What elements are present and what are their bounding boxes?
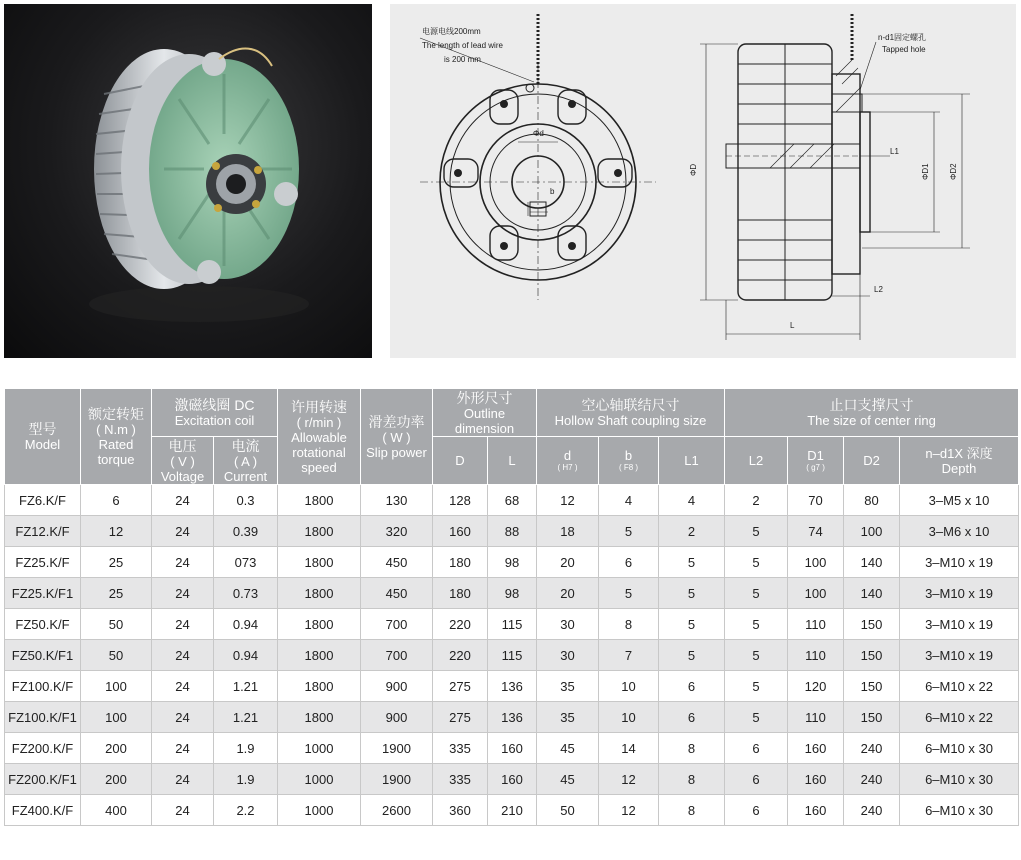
table-cell: 88 — [488, 516, 537, 547]
table-cell: 6–M10 x 22 — [900, 702, 1019, 733]
lead-wire-label-en-2: is 200 mm — [444, 55, 481, 64]
table-cell: 5 — [725, 547, 788, 578]
table-cell: FZ100.K/F1 — [5, 702, 81, 733]
table-cell: 335 — [433, 764, 488, 795]
table-cell: 6 — [659, 671, 725, 702]
table-cell: 8 — [659, 733, 725, 764]
table-cell: 24 — [152, 640, 214, 671]
table-cell: 1800 — [278, 485, 361, 516]
table-cell: 20 — [537, 547, 599, 578]
header-d: d ( H7 ) — [537, 437, 599, 485]
table-cell: 110 — [788, 609, 844, 640]
table-row — [5, 640, 1019, 671]
table-cell: 6–M10 x 30 — [900, 733, 1019, 764]
table-cell: 24 — [152, 764, 214, 795]
table-cell: 5 — [659, 578, 725, 609]
table-cell: FZ100.K/F — [5, 671, 81, 702]
table-cell: 5 — [599, 578, 659, 609]
table-cell: FZ200.K/F — [5, 733, 81, 764]
table-cell: 240 — [844, 795, 900, 826]
table-cell: 450 — [361, 547, 433, 578]
table-cell: 128 — [433, 485, 488, 516]
table-cell: 6 — [659, 702, 725, 733]
header-voltage: 电压 ( V ) Voltage — [152, 437, 214, 485]
table-cell: 24 — [152, 733, 214, 764]
table-cell: 150 — [844, 702, 900, 733]
table-cell: 0.3 — [214, 485, 278, 516]
dim-D1-label: ΦD1 — [921, 163, 930, 180]
table-cell: 4 — [599, 485, 659, 516]
table-cell: 5 — [725, 640, 788, 671]
table-cell: 160 — [488, 733, 537, 764]
table-cell: 130 — [361, 485, 433, 516]
table-cell: 8 — [599, 609, 659, 640]
table-cell: 25 — [81, 578, 152, 609]
table-cell: 335 — [433, 733, 488, 764]
table-cell: 115 — [488, 640, 537, 671]
header-torque: 额定转矩 ( N.m ) Rated torque — [81, 389, 152, 485]
table-cell: 3–M10 x 19 — [900, 640, 1019, 671]
table-cell: 200 — [81, 764, 152, 795]
table-cell: 2.2 — [214, 795, 278, 826]
header-D1: D1 ( g7 ) — [788, 437, 844, 485]
lead-wire-label-en-1: The length of lead wire — [422, 41, 503, 50]
table-cell: 5 — [599, 516, 659, 547]
header-depth: n–d1X 深度 Depth — [900, 437, 1019, 485]
table-cell: 1800 — [278, 702, 361, 733]
table-cell: 30 — [537, 609, 599, 640]
table-cell: 24 — [152, 485, 214, 516]
table-cell: 100 — [81, 702, 152, 733]
table-cell: 70 — [788, 485, 844, 516]
table-cell: 24 — [152, 516, 214, 547]
table-cell: 5 — [659, 547, 725, 578]
spec-table — [4, 388, 1019, 826]
table-cell: 160 — [433, 516, 488, 547]
table-cell: 20 — [537, 578, 599, 609]
table-cell: 220 — [433, 609, 488, 640]
table-cell: 6 — [725, 764, 788, 795]
table-cell: 160 — [488, 764, 537, 795]
table-row — [5, 764, 1019, 795]
header-excitation-coil: 激磁线圈 DC Excitation coil — [152, 389, 278, 437]
spec-table-body — [5, 485, 1019, 826]
table-cell: 12 — [599, 764, 659, 795]
dim-d-label: Φd — [533, 129, 544, 138]
table-cell: 24 — [152, 578, 214, 609]
tapped-hole-label-zh: n-d1固定螺孔 — [878, 33, 927, 42]
table-cell: 700 — [361, 609, 433, 640]
table-row — [5, 485, 1019, 516]
technical-drawing — [390, 4, 1016, 358]
table-cell: 320 — [361, 516, 433, 547]
table-cell: 1900 — [361, 764, 433, 795]
table-cell: 8 — [659, 764, 725, 795]
table-cell: FZ50.K/F — [5, 609, 81, 640]
table-cell: 45 — [537, 764, 599, 795]
table-cell: 1.9 — [214, 733, 278, 764]
side-view — [726, 14, 870, 300]
table-cell: 1800 — [278, 609, 361, 640]
table-cell: 25 — [81, 547, 152, 578]
table-cell: 136 — [488, 671, 537, 702]
table-cell: 98 — [488, 578, 537, 609]
table-row — [5, 578, 1019, 609]
header-speed: 许用转速 ( r/min ) Allowable rotational speed — [278, 389, 361, 485]
product-photo — [4, 4, 372, 358]
header-L1: L1 — [659, 437, 725, 485]
table-cell: 140 — [844, 547, 900, 578]
table-cell: 24 — [152, 609, 214, 640]
table-cell: 200 — [81, 733, 152, 764]
table-cell: 6 — [725, 733, 788, 764]
table-cell: 180 — [433, 547, 488, 578]
table-cell: 100 — [788, 578, 844, 609]
header-D: D — [433, 437, 488, 485]
table-cell: 160 — [788, 764, 844, 795]
table-cell: 210 — [488, 795, 537, 826]
table-cell: 50 — [81, 609, 152, 640]
table-cell: 3–M6 x 10 — [900, 516, 1019, 547]
table-cell: 0.39 — [214, 516, 278, 547]
table-cell: 68 — [488, 485, 537, 516]
table-cell: 45 — [537, 733, 599, 764]
dim-L-label: L — [790, 321, 795, 330]
header-D2: D2 — [844, 437, 900, 485]
table-cell: 275 — [433, 702, 488, 733]
table-cell: 35 — [537, 671, 599, 702]
table-cell: 100 — [844, 516, 900, 547]
table-cell: 3–M10 x 19 — [900, 578, 1019, 609]
table-cell: 1800 — [278, 578, 361, 609]
table-cell: 450 — [361, 578, 433, 609]
table-cell: 150 — [844, 609, 900, 640]
table-cell: 180 — [433, 578, 488, 609]
table-cell: 12 — [599, 795, 659, 826]
table-cell: 5 — [725, 578, 788, 609]
table-cell: 4 — [659, 485, 725, 516]
table-cell: 6–M10 x 30 — [900, 764, 1019, 795]
table-cell: 1000 — [278, 764, 361, 795]
table-cell: 160 — [788, 795, 844, 826]
table-cell: 30 — [537, 640, 599, 671]
table-cell: 35 — [537, 702, 599, 733]
table-cell: 5 — [725, 702, 788, 733]
table-cell: 3–M10 x 19 — [900, 547, 1019, 578]
table-cell: FZ25.K/F — [5, 547, 81, 578]
table-cell: 6–M10 x 22 — [900, 671, 1019, 702]
table-cell: 115 — [488, 609, 537, 640]
table-cell: 0.73 — [214, 578, 278, 609]
table-cell: 12 — [537, 485, 599, 516]
dim-b-label: b — [550, 187, 555, 196]
table-row — [5, 795, 1019, 826]
table-cell: 10 — [599, 671, 659, 702]
dim-D-label: ΦD — [689, 163, 698, 176]
table-cell: 24 — [152, 671, 214, 702]
table-cell: 120 — [788, 671, 844, 702]
table-cell: 150 — [844, 671, 900, 702]
table-cell: 50 — [537, 795, 599, 826]
table-cell: 220 — [433, 640, 488, 671]
table-cell: 360 — [433, 795, 488, 826]
table-cell: 3–M5 x 10 — [900, 485, 1019, 516]
table-cell: 700 — [361, 640, 433, 671]
header-outline: 外形尺寸 Outline dimension — [433, 389, 537, 437]
table-cell: 5 — [725, 671, 788, 702]
table-cell: 2 — [725, 485, 788, 516]
table-row — [5, 516, 1019, 547]
table-cell: 98 — [488, 547, 537, 578]
table-cell: 8 — [659, 795, 725, 826]
table-cell: 240 — [844, 733, 900, 764]
table-cell: 1.21 — [214, 702, 278, 733]
table-cell: 14 — [599, 733, 659, 764]
header-L: L — [488, 437, 537, 485]
table-cell: 0.94 — [214, 640, 278, 671]
table-cell: 1900 — [361, 733, 433, 764]
table-cell: 5 — [725, 516, 788, 547]
table-cell: 1.21 — [214, 671, 278, 702]
table-cell: 150 — [844, 640, 900, 671]
table-cell: 100 — [81, 671, 152, 702]
table-cell: 100 — [788, 547, 844, 578]
lead-wire-label-zh: 电源电线200mm — [422, 27, 481, 36]
table-cell: 2 — [659, 516, 725, 547]
header-b: b ( F8 ) — [599, 437, 659, 485]
table-cell: 1.9 — [214, 764, 278, 795]
table-cell: 900 — [361, 702, 433, 733]
table-cell: FZ50.K/F1 — [5, 640, 81, 671]
table-cell: 140 — [844, 578, 900, 609]
table-cell: 1800 — [278, 671, 361, 702]
table-cell: 5 — [659, 609, 725, 640]
table-cell: 50 — [81, 640, 152, 671]
table-cell: FZ6.K/F — [5, 485, 81, 516]
table-cell: 74 — [788, 516, 844, 547]
table-cell: 2600 — [361, 795, 433, 826]
table-cell: 24 — [152, 702, 214, 733]
table-row — [5, 702, 1019, 733]
table-cell: 7 — [599, 640, 659, 671]
table-cell: 10 — [599, 702, 659, 733]
table-cell: 5 — [659, 640, 725, 671]
table-cell: 400 — [81, 795, 152, 826]
table-cell: FZ400.K/F — [5, 795, 81, 826]
table-row — [5, 609, 1019, 640]
table-cell: 12 — [81, 516, 152, 547]
table-cell: 24 — [152, 547, 214, 578]
header-center-ring: 止口支撑尺寸 The size of center ring — [725, 389, 1019, 437]
table-cell: 6 — [599, 547, 659, 578]
table-cell: 6 — [725, 795, 788, 826]
table-cell: 1800 — [278, 516, 361, 547]
table-cell: 275 — [433, 671, 488, 702]
header-model: 型号 Model — [5, 389, 81, 485]
table-cell: 1800 — [278, 547, 361, 578]
table-cell: 1800 — [278, 640, 361, 671]
dim-L1-label: L1 — [890, 147, 899, 156]
table-cell: 0.94 — [214, 609, 278, 640]
table-cell: FZ200.K/F1 — [5, 764, 81, 795]
header-hollow-shaft: 空心轴联结尺寸 Hollow Shaft coupling size — [537, 389, 725, 437]
table-cell: 6 — [81, 485, 152, 516]
table-row — [5, 547, 1019, 578]
table-cell: 5 — [725, 609, 788, 640]
table-cell: 900 — [361, 671, 433, 702]
table-cell: 110 — [788, 702, 844, 733]
table-cell: 1000 — [278, 733, 361, 764]
dim-D2-label: ΦD2 — [949, 163, 958, 180]
table-cell: 80 — [844, 485, 900, 516]
table-row — [5, 733, 1019, 764]
table-cell: 136 — [488, 702, 537, 733]
header-current: 电流 ( A ) Current — [214, 437, 278, 485]
table-cell: 1000 — [278, 795, 361, 826]
header-L2: L2 — [725, 437, 788, 485]
tapped-hole-label-en: Tapped hole — [882, 45, 926, 54]
table-cell: 240 — [844, 764, 900, 795]
table-cell: 24 — [152, 795, 214, 826]
header-slip-power: 滑差功率 ( W ) Slip power — [361, 389, 433, 485]
brake-clutch-illustration — [4, 4, 372, 358]
table-row — [5, 671, 1019, 702]
table-cell: 110 — [788, 640, 844, 671]
dim-L2-label: L2 — [874, 285, 883, 294]
table-cell: 18 — [537, 516, 599, 547]
table-cell: FZ25.K/F1 — [5, 578, 81, 609]
table-cell: 160 — [788, 733, 844, 764]
table-cell: 073 — [214, 547, 278, 578]
table-cell: 3–M10 x 19 — [900, 609, 1019, 640]
table-cell: FZ12.K/F — [5, 516, 81, 547]
table-cell: 6–M10 x 30 — [900, 795, 1019, 826]
